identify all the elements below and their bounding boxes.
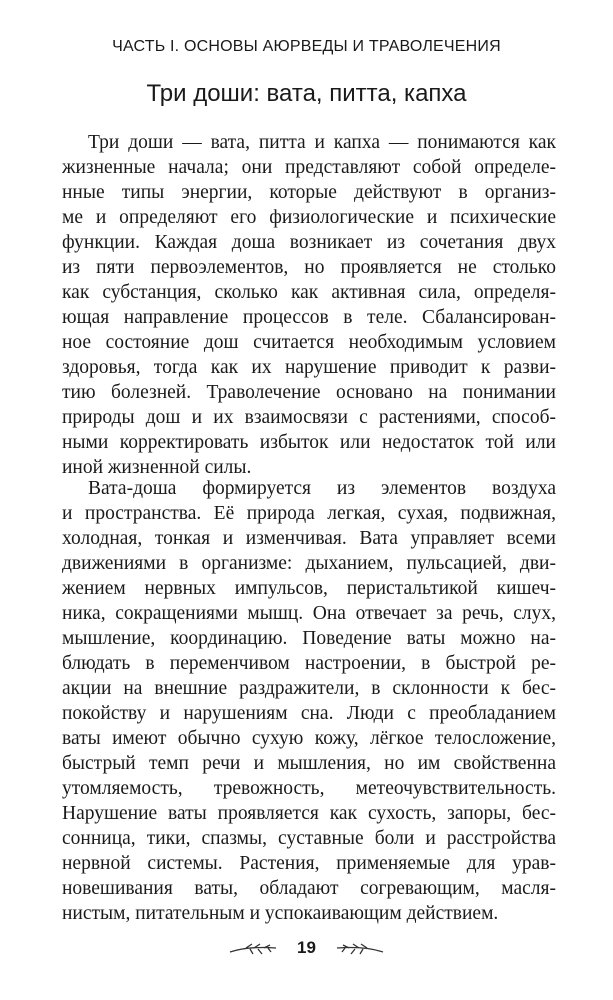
text-line: быстрый темп речи и мышления, но им свойственна bbox=[62, 753, 556, 774]
text-line: новешивания ваты, обладают согревающим, масля- bbox=[62, 878, 556, 899]
paragraph-2 bbox=[62, 476, 556, 926]
text-line: холодная, тонкая и изменчивая. Вата управляет всеми bbox=[62, 528, 556, 549]
page-number: 19 bbox=[297, 938, 316, 957]
text-line: нные типы энергии, которые действуют в организ- bbox=[62, 182, 556, 203]
text-line: мышление, координацию. Поведение ваты можно на- bbox=[62, 628, 556, 649]
text-line: из пяти первоэлементов, но проявляется не столько bbox=[62, 257, 556, 278]
text-line: нервной системы. Растения, применяемые для урав- bbox=[62, 853, 556, 874]
text-line: иной жизненной силы. bbox=[62, 457, 252, 478]
text-line: Вата-доша формируется из элементов воздуха bbox=[88, 478, 556, 499]
text-line: функции. Каждая доша возникает из сочетания двух bbox=[62, 232, 556, 253]
text-line: блюдать в переменчивом настроении, в быстрой ре- bbox=[62, 653, 556, 674]
text-line: сонница, тики, спазмы, суставные боли и расстройства bbox=[62, 828, 556, 849]
text-line: утомляемость, тревожность, метеочувствительность. bbox=[62, 778, 556, 799]
text-line: здоровья, тогда как их нарушение приводит к разви- bbox=[62, 357, 556, 378]
text-line: Нарушение ваты проявляется как сухость, запоры, бес- bbox=[62, 803, 556, 824]
text-line: Три доши — вата, питта и капха — понимаются как bbox=[88, 132, 556, 153]
text-line: ме и определяют его физиологические и психические bbox=[62, 207, 556, 228]
text-line: нистым, питательным и успокаивающим действием. bbox=[62, 903, 499, 924]
running-head: ЧАСТЬ I. ОСНОВЫ АЮРВЕДЫ И ТРАВОЛЕЧЕНИЯ bbox=[112, 38, 501, 55]
text-line: акции на внешние раздражители, в склонности к бес- bbox=[62, 678, 556, 699]
text-line: покойству и нарушениям сна. Люди с преобладанием bbox=[62, 703, 556, 724]
paragraph-1 bbox=[62, 130, 556, 480]
text-line: ваты имеют обычно сухую кожу, лёгкое телосложение, bbox=[62, 728, 556, 749]
text-line: как субстанция, сколько как активная сила, определя- bbox=[62, 282, 556, 303]
text-line: ное состояние дош считается необходимым условием bbox=[62, 332, 556, 353]
text-line: природы дош и их взаимосвязи с растениями, способ- bbox=[62, 407, 556, 428]
left-floral-ornament-icon bbox=[228, 942, 278, 956]
text-line: движениями в организме: дыханием, пульсацией, дви- bbox=[62, 553, 556, 574]
text-line: ными корректировать избыток или недостаток той или bbox=[62, 432, 556, 453]
text-line: жизненные начала; они представляют собой определе- bbox=[62, 157, 556, 178]
text-line: и пространства. Её природа легкая, сухая, подвижная, bbox=[62, 503, 556, 524]
text-line: ющая направление процессов в теле. Сбалансирован- bbox=[62, 307, 556, 328]
text-line: жением нервных импульсов, перистальтикой кишеч- bbox=[62, 578, 556, 599]
text-line: тию болезней. Траволечение основано на понимании bbox=[62, 382, 556, 403]
text-line: ника, сокращениями мышц. Она отвечает за речь, слух, bbox=[62, 603, 556, 624]
section-title: Три доши: вата, питта, капха bbox=[146, 80, 467, 107]
page-footer bbox=[0, 938, 613, 958]
right-floral-ornament-icon bbox=[335, 942, 385, 956]
